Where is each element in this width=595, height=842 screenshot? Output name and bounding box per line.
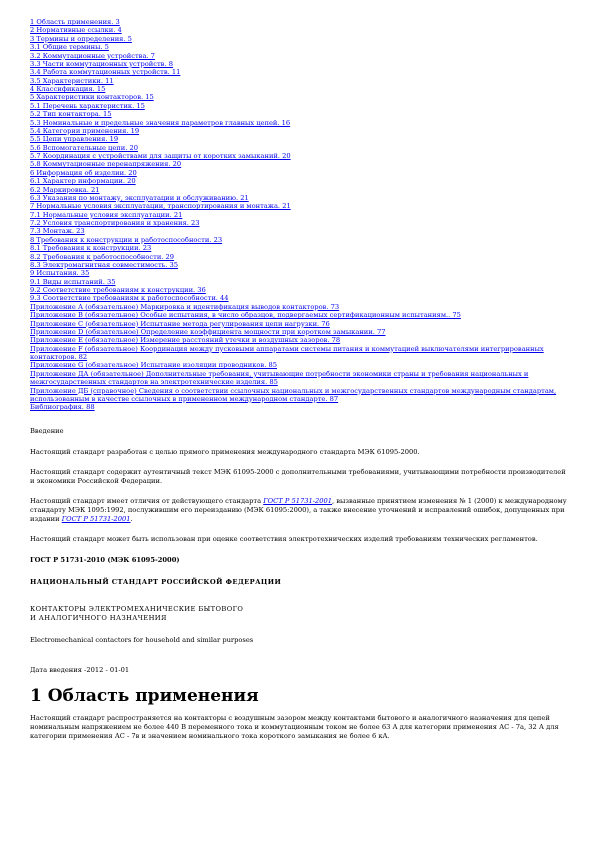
toc-link[interactable]: 2 Нормативные ссылки. 4 — [30, 26, 122, 35]
toc-item — [30, 244, 571, 252]
toc-link[interactable]: 6.2 Маркировка. 21 — [30, 185, 100, 194]
toc-item — [30, 219, 571, 227]
toc-link[interactable]: 8.2 Требования к работоспособности. 29 — [30, 252, 175, 261]
toc-item — [30, 236, 571, 244]
toc-item — [30, 93, 571, 101]
standard-code: ГОСТ Р 51731-2010 (МЭК 61095-2000) — [30, 555, 180, 564]
toc-item — [30, 60, 571, 68]
toc-item — [30, 403, 571, 411]
toc-item — [30, 387, 571, 404]
paragraph-text: Настоящий стандарт имеет отличия от действующего стандарта — [30, 496, 264, 505]
introduction-paragraph — [30, 497, 571, 524]
toc-link[interactable]: 8.3 Электромагнитная совместимость. 35 — [30, 260, 179, 269]
paragraph-text: . — [130, 514, 133, 523]
toc-link[interactable]: 3.5 Характеристики. 11 — [30, 76, 114, 85]
toc-link[interactable]: 6.1 Характер информации. 20 — [30, 177, 136, 186]
toc-item — [30, 77, 571, 85]
toc-item — [30, 110, 571, 118]
section-heading: 1 Область применения — [30, 685, 259, 706]
toc-item — [30, 211, 571, 219]
toc-item — [30, 311, 571, 319]
toc-link[interactable]: 3 Термины и определения. 5 — [30, 34, 132, 43]
toc-item — [30, 303, 571, 311]
table-of-contents — [30, 18, 571, 412]
toc-link[interactable]: 9.1 Виды испытаний. 35 — [30, 277, 116, 286]
toc-link[interactable]: 9.2 Соответствие требованиям к конструкции. 36 — [30, 286, 206, 294]
toc-item — [30, 52, 571, 60]
toc-item — [30, 68, 571, 76]
toc-item — [30, 336, 571, 344]
introduction-title: Введение — [30, 426, 64, 435]
toc-item — [30, 320, 571, 328]
standard-title-ru — [30, 605, 571, 623]
introduction-paragraph: Настоящий стандарт разработан с целью прямого применения международного стандарта МЭК 61095-2000. — [30, 447, 420, 456]
toc-link[interactable]: 6 Информация об изделии. 20 — [30, 168, 137, 177]
introduction-date: Дата введения -2012 - 01-01 — [30, 665, 130, 674]
toc-link[interactable]: 5.5 Цепи управления. 19 — [30, 135, 119, 144]
toc-link[interactable]: 7 Нормальные условия эксплуатации, транспортирования и монтажа. 21 — [30, 202, 291, 211]
toc-link[interactable]: 7.3 Монтаж. 23 — [30, 227, 85, 236]
toc-link[interactable]: 3.4 Работа коммутационных устройств. 11 — [30, 68, 181, 77]
toc-item — [30, 361, 571, 369]
toc-link[interactable]: 9 Испытания. 35 — [30, 269, 90, 278]
standard-title-line: КОНТАКТОРЫ ЭЛЕКТРОМЕХАНИЧЕСКИЕ БЫТОВОГО — [30, 604, 244, 613]
toc-link[interactable]: Приложение F (обязательное) Координация между пусковыми аппаратами системы питания и коммутацией выключателями интегрированных контакторов. 82 — [30, 344, 544, 361]
toc-link[interactable]: 3.1 Общие термины. 5 — [30, 43, 109, 52]
introduction-paragraph: Настоящий стандарт может быть использован при оценке соответствия электротехнических изделий требованиям технических регламентов. — [30, 534, 538, 543]
toc-item — [30, 35, 571, 43]
toc-item — [30, 127, 571, 135]
standard-title-line: И АНАЛОГИЧНОГО НАЗНАЧЕНИЯ — [30, 613, 167, 622]
toc-link[interactable]: Приложение G (обязательное) Испытание изоляции проводников. 85 — [30, 361, 277, 370]
toc-link[interactable]: 9.3 Соответствие требованиям к работоспособности. 44 — [30, 294, 229, 303]
toc-item — [30, 26, 571, 34]
toc-item — [30, 152, 571, 160]
toc-link[interactable]: Приложение В (обязательное) Особые испытания, в число образцов, подвергаемых сертификационным испытаниям.. 75 — [30, 311, 461, 320]
toc-link[interactable]: 5 Характеристики контакторов. 15 — [30, 93, 154, 102]
toc-item — [30, 202, 571, 210]
toc-link[interactable]: Приложение С (обязательное) Испытание метода регулирования цепи нагрузки. 76 — [30, 319, 330, 328]
section-paragraph: Настоящий стандарт распространяется на контакторы с воздушным зазором между контактами бытового и аналогичного назначения для цепей номинальным напряжением не более 440 В переменного тока и коммутационным током не более 63 А для категории применения АС - 7а, 32 А для категории применения АС - 7в и значением номинального тока короткого замыкания не более 6 кА. — [30, 713, 559, 740]
toc-item — [30, 253, 571, 261]
toc-link[interactable]: 5.7 Координация с устройствами для защиты от коротких замыканий. 20 — [30, 152, 291, 160]
toc-link[interactable]: 8 Требования к конструкции и работоспособности. 23 — [30, 235, 223, 244]
toc-item — [30, 345, 571, 362]
toc-link[interactable]: Библиография. 88 — [30, 403, 95, 412]
toc-link[interactable]: Приложение А (обязательное) Маркировка и идентификация выводов контакторов. 73 — [30, 302, 340, 311]
toc-item — [30, 328, 571, 336]
toc-link[interactable]: 6.3 Указания по монтажу, эксплуатации и обслуживанию. 21 — [30, 193, 249, 202]
toc-link[interactable]: Приложение D (обязательное) Определение коэффициента мощности при коротком замыкании. 77 — [30, 327, 386, 336]
toc-item — [30, 135, 571, 143]
toc-item — [30, 194, 571, 202]
toc-link[interactable]: 8.1 Требования к конструкции. 23 — [30, 244, 152, 253]
toc-link[interactable]: Приложение ДА (обязательное) Дополнительные требования, учитывающие потребности экономики страны и требования национальных и межгосударственных стандартов на электротехнические изделия. 85 — [30, 369, 529, 387]
toc-item — [30, 227, 571, 235]
toc-link[interactable]: Приложение E (обязательное) Измерение расстояний утечки и воздушных зазоров. 78 — [30, 336, 341, 345]
toc-link[interactable]: 3.2 Коммутационные устройства. 7 — [30, 51, 155, 60]
gost-reference-link[interactable]: ГОСТ Р 51731-2001 — [263, 496, 332, 505]
toc-link[interactable]: 5.4 Категории применения. 19 — [30, 126, 140, 135]
gost-reference-link[interactable]: ГОСТ Р 51731-2001 — [61, 514, 131, 523]
toc-item — [30, 144, 571, 152]
paragraph-text: , вызванные принятием изменения № 1 (2000) к международному стандарту МЭК 1095:1992, послужившим его переизданию (МЭК 61095:2000), а также внесение уточнений и исправлений ошибок, допущенных при издании — [30, 496, 567, 523]
toc-link[interactable]: 5.2 Тип контактора. 15 — [30, 110, 112, 119]
toc-item — [30, 43, 571, 51]
introduction-paragraph: Настоящий стандарт содержит аутентичный текст МЭК 61095-2000 с дополнительными требованиями, учитывающими потребности производителей и экономики Российской Федерации. — [30, 467, 566, 485]
toc-link[interactable]: 7.1 Нормальные условия эксплуатации. 21 — [30, 210, 183, 219]
toc-item — [30, 269, 571, 277]
toc-item — [30, 294, 571, 302]
toc-link[interactable]: 3.3 Части коммутационных устройств. 8 — [30, 59, 173, 68]
toc-item — [30, 18, 571, 26]
toc-item — [30, 160, 571, 168]
toc-item — [30, 102, 571, 110]
toc-link[interactable]: 5.1 Перечень характеристик. 15 — [30, 101, 145, 110]
toc-item — [30, 177, 571, 185]
toc-link[interactable]: 5.8 Коммутационные перенапряжения. 20 — [30, 160, 182, 169]
toc-item — [30, 261, 571, 269]
toc-item — [30, 169, 571, 177]
toc-item — [30, 119, 571, 127]
toc-item — [30, 186, 571, 194]
national-standard-label: НАЦИОНАЛЬНЫЙ СТАНДАРТ РОССИЙСКОЙ ФЕДЕРАЦИИ — [30, 577, 282, 586]
toc-link[interactable]: 5.6 Вспомогательные цепи. 20 — [30, 143, 138, 152]
toc-link[interactable]: 1 Область применения. 3 — [30, 18, 120, 26]
toc-item — [30, 85, 571, 93]
toc-link[interactable]: 4 Классификация. 15 — [30, 85, 106, 93]
toc-link[interactable]: 7.2 Условия транспортирования и хранения. 23 — [30, 219, 200, 227]
toc-link[interactable]: Приложение ДБ (справочное) Сведения о соответствии ссылочных национальных и межгосударственных стандартов международным стандартам, использованным в качестве ссылочных в примененном международном стандарте. 87 — [30, 386, 557, 403]
toc-item — [30, 286, 571, 294]
standard-title-en: Electromechanical contactors for household and similar purposes — [30, 635, 254, 644]
toc-item — [30, 370, 571, 387]
toc-item — [30, 278, 571, 286]
toc-link[interactable]: 5.3 Номинальные и предельные значения параметров главных цепей. 16 — [30, 118, 291, 127]
